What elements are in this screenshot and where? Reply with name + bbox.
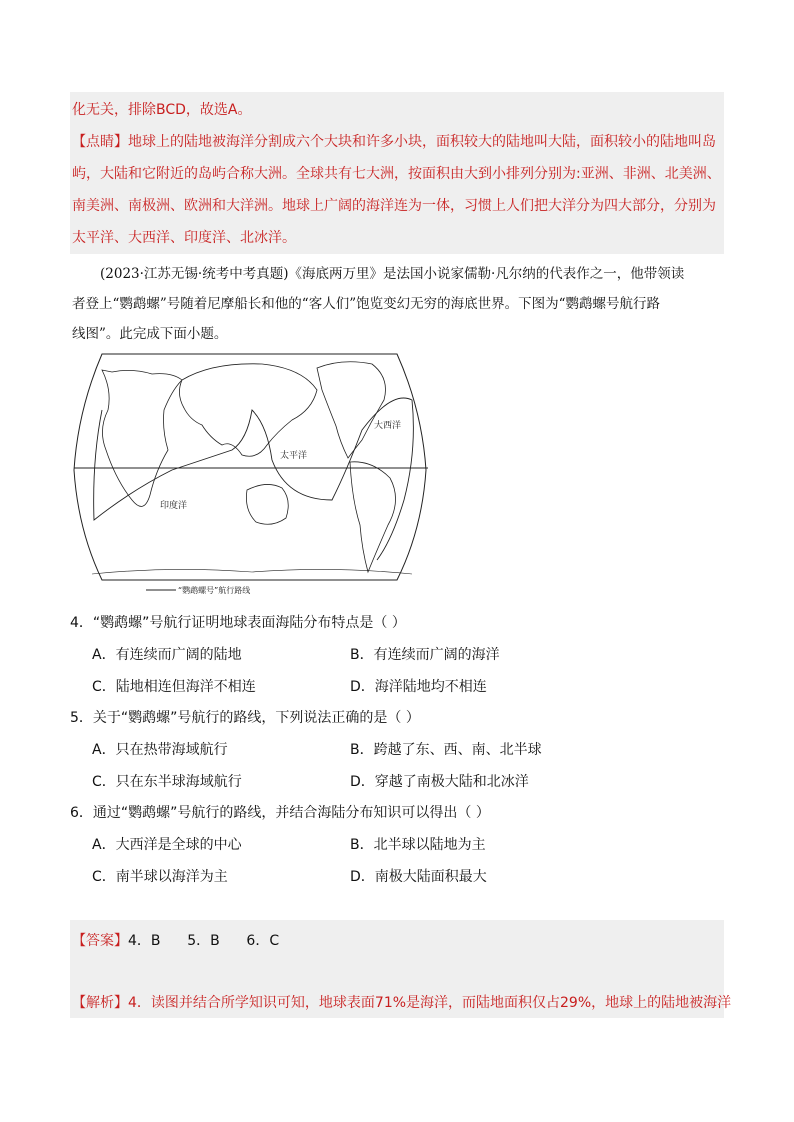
tip-line-2: 屿，大陆和它附近的岛屿合称大洲。全球共有七大洲，按面积由大到小排列分别为:亚洲、非洲、北美洲、 (72, 166, 721, 182)
question-4-option-c[interactable]: C．陆地相连但海洋不相连 (92, 679, 256, 695)
question-5-stem: 5．关于“鹦鹉螺”号航行的路线，下列说法正确的是（ ） (70, 710, 420, 726)
question-4-option-b[interactable]: B．有连续而广阔的海洋 (350, 647, 500, 663)
question-6-option-c[interactable]: C．南半球以海洋为主 (92, 869, 228, 885)
legend-label: “鹦鹉螺号”航行路线 (178, 586, 251, 595)
answer-box (70, 920, 732, 1018)
question-5-option-c[interactable]: C．只在东半球海域航行 (92, 774, 242, 790)
question-5-option-b[interactable]: B．跨越了东、西、南、北半球 (350, 742, 542, 758)
tip-line-3: 南美洲、南极洲、欧洲和大洋洲。地球上广阔的海洋连为一体，习惯上人们把大洋分为四大部分，分别为 (72, 198, 716, 214)
label-pacific: 太平洋 (280, 451, 308, 461)
analysis-text: 4．读图并结合所学知识可知，地球表面71%是海洋，而陆地面积仅占29%，地球上的陆地被海洋 (128, 995, 732, 1011)
analysis-tag: 【解析】 (72, 995, 128, 1011)
label-indian: 印度洋 (160, 501, 188, 511)
voyage-route-map (72, 350, 430, 598)
answer-line (72, 930, 279, 950)
world-map-figure (72, 350, 430, 598)
answer-tag: 【答案】 (72, 933, 128, 949)
question-6-option-d[interactable]: D．南极大陆面积最大 (350, 869, 487, 885)
explanation-box (70, 92, 724, 254)
tip-tag: 【点睛】 (72, 134, 128, 150)
tip-line-4: 太平洋、大西洋、印度洋、北冰洋。 (72, 230, 296, 246)
intro-line-3: 线图”。此完成下面小题。 (72, 326, 228, 342)
intro-line-2: 者登上“鹦鹉螺”号随着尼摩船长和他的“客人们”饱览变幻无穷的海底世界。下图为“鹦鹉螺号航行路 (72, 296, 661, 312)
question-4-option-d[interactable]: D．海洋陆地均不相连 (350, 679, 487, 695)
answer-text: 4．B 5．B 6．C (128, 933, 280, 949)
question-4-option-a[interactable]: A．有连续而广阔的陆地 (92, 647, 242, 663)
question-5-option-a[interactable]: A．只在热带海域航行 (92, 742, 228, 758)
question-4-stem: 4．“鹦鹉螺”号航行证明地球表面海陆分布特点是（ ） (70, 615, 406, 631)
analysis-line (72, 992, 731, 1012)
explanation-line-1: 化无关，排除BCD，故选A。 (72, 102, 252, 118)
tip-line-1: 【点睛】地球上的陆地被海洋分割成六个大块和许多小块，面积较大的陆地叫大陆，面积较小的陆地叫岛 (72, 134, 716, 150)
question-5-option-d[interactable]: D．穿越了南极大陆和北冰洋 (350, 774, 529, 790)
question-6-option-b[interactable]: B．北半球以陆地为主 (350, 837, 486, 853)
question-6-stem: 6．通过“鹦鹉螺”号航行的路线，并结合海陆分布知识可以得出（ ） (70, 805, 490, 821)
question-6-option-a[interactable]: A．大西洋是全球的中心 (92, 837, 242, 853)
intro-line-1: (2023·江苏无锡·统考中考真题)《海底两万里》是法国小说家儒勒·凡尔纳的代表作之一，他带领读 (100, 266, 685, 282)
label-atlantic: 大西洋 (374, 421, 402, 431)
